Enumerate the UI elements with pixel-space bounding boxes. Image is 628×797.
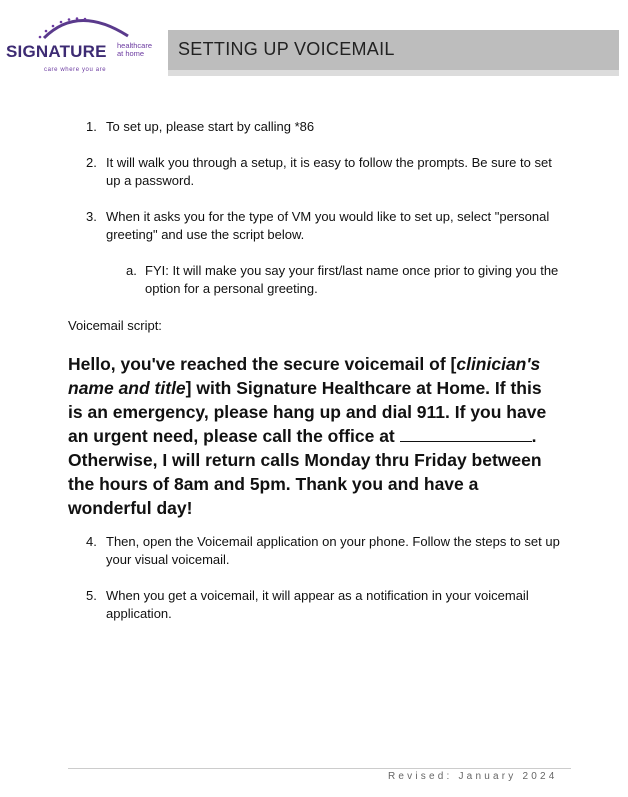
list-item — [68, 118, 568, 136]
page-title: SETTING UP VOICEMAIL — [178, 39, 395, 59]
logo-arc-icon — [26, 12, 136, 42]
logo-tagline: care where you are — [44, 67, 107, 73]
substep-text: FYI: It will make you say your first/last name once prior to giving you the option for a personal greeting. — [145, 263, 559, 296]
script-part1: Hello, you've reached the secure voicemail of [ — [68, 354, 457, 374]
steps-list-top — [68, 118, 568, 298]
revision-date: Revised: January 2024 — [388, 771, 558, 782]
steps-list-bottom — [68, 533, 568, 623]
list-item — [68, 533, 568, 569]
logo-brand-text: SIGNATURE — [6, 42, 107, 61]
step-text: To set up, please start by calling *86 — [106, 119, 315, 134]
step-number: 5. — [86, 588, 97, 603]
sub-list-item — [68, 262, 568, 298]
footer-divider — [68, 768, 571, 769]
logo-side-line1: healthcare — [117, 41, 153, 50]
step-number: 3. — [86, 209, 97, 224]
title-bar — [168, 30, 619, 70]
step-number: 2. — [86, 155, 97, 170]
script-label: Voicemail script: — [68, 318, 162, 333]
list-item — [68, 208, 568, 244]
title-bar-underline — [168, 70, 619, 76]
list-item — [68, 154, 568, 190]
script-part3: . Otherwise, I will return calls Monday thru Friday between the hours of 8am and 5pm. Thank you and have a wonderful day! — [68, 426, 542, 518]
script-part2: ] with Signature Healthcare at Home. If this is an emergency, please hang up and dial 911. If you have an urgent need, please call the office at — [68, 378, 547, 446]
substep-letter: a. — [126, 263, 137, 278]
script-italic: clinician's name and title — [68, 354, 541, 398]
step-text: Then, open the Voicemail application on your phone. Follow the steps to set up your visual voicemail. — [106, 534, 560, 567]
signature-logo — [6, 12, 166, 78]
logo-side-text — [117, 42, 167, 58]
phone-blank — [400, 427, 532, 442]
step-text: When you get a voicemail, it will appear as a notification in your voicemail application. — [106, 588, 529, 621]
step-number: 1. — [86, 119, 97, 134]
logo-side-line2: at home — [117, 49, 145, 58]
step-text: When it asks you for the type of VM you would like to set up, select "personal greeting" and use the script below. — [106, 209, 550, 242]
step-text: It will walk you through a setup, it is easy to follow the prompts. Be sure to set up a password. — [106, 155, 552, 188]
list-item — [68, 587, 568, 623]
step-number: 4. — [86, 534, 97, 549]
voicemail-script — [68, 352, 558, 520]
